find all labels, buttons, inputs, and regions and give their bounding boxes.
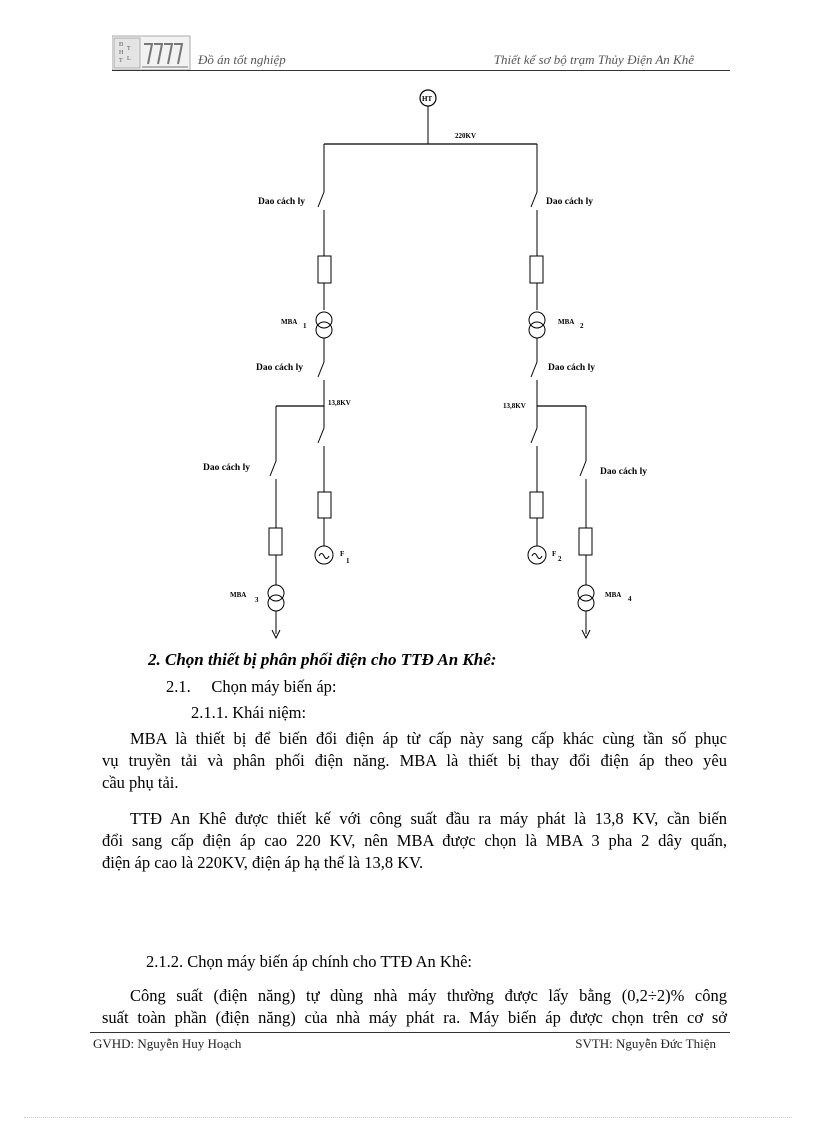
f2-label: F bbox=[552, 550, 557, 558]
disconnector-left-top bbox=[318, 192, 324, 207]
mba3-label: MBA bbox=[230, 591, 247, 599]
subsection-2-1: 2.1. Chọn máy biến áp: bbox=[166, 677, 337, 696]
generator-f1-feeder bbox=[315, 406, 333, 564]
paragraph-1-line-3: cầu phụ tải. bbox=[102, 773, 179, 792]
bus-220kv-label: 220KV bbox=[455, 132, 476, 140]
dcl-right-mid-label: Dao cách ly bbox=[548, 363, 595, 373]
section-heading: 2. Chọn thiết bị phân phối điện cho TTĐ An Khê: bbox=[148, 650, 497, 669]
mba2-label: MBA bbox=[558, 318, 575, 326]
paragraph-1-line-1: MBA là thiết bị để biến đổi điện áp từ cấp này sang cấp khác cùng tần số phục bbox=[130, 729, 727, 748]
ht-label: HT bbox=[422, 95, 433, 103]
bus-left-label: 13,8KV bbox=[328, 399, 351, 407]
footer-rule bbox=[90, 1032, 730, 1033]
dcl-right-top-label: Dao cách ly bbox=[546, 197, 593, 207]
transformer-mba1-w2 bbox=[316, 322, 332, 338]
mba2-sub: 2 bbox=[580, 322, 584, 330]
f1-label: F bbox=[340, 550, 345, 558]
transformer-mba2-w1 bbox=[529, 312, 545, 328]
transformer-mba1-w1 bbox=[316, 312, 332, 328]
transformer-mba2-w2 bbox=[529, 322, 545, 338]
dcl-left-low-label: Dao cách ly bbox=[203, 463, 250, 473]
paragraph-2-line-3: điện áp cao là 220KV, điện áp hạ thế là 13,8 KV. bbox=[102, 853, 424, 872]
mba4-sub: 4 bbox=[628, 595, 632, 603]
mba1-sub: 1 bbox=[303, 322, 307, 330]
f2-sub: 2 bbox=[558, 555, 562, 563]
dcl-left-top-label: Dao cách ly bbox=[258, 197, 305, 207]
header-rule bbox=[112, 70, 730, 71]
mba3-sub: 3 bbox=[255, 596, 259, 604]
left-feeder bbox=[316, 144, 332, 406]
mba1-label: MBA bbox=[281, 318, 298, 326]
mba4-label: MBA bbox=[605, 591, 622, 599]
subsection-2-1-2: 2.1.2. Chọn máy biến áp chính cho TTĐ An Khê: bbox=[146, 952, 472, 971]
dcl-left-mid-label: Dao cách ly bbox=[256, 363, 303, 373]
dcl-right-low-label: Dao cách ly bbox=[600, 467, 647, 477]
paragraph-3-line-1: Công suất (điện năng) tự dùng nhà máy thường được lấy bằng (0,2÷2)% công bbox=[130, 986, 727, 1005]
f1-sub: 1 bbox=[346, 557, 350, 565]
svg-text:L: L bbox=[127, 56, 131, 62]
disconnector-right-mid bbox=[531, 362, 537, 377]
paragraph-2-line-2: đổi sang cấp điện áp cao 220 KV, nên MBA được chọn là MBA 3 pha 2 dây quấn, bbox=[102, 831, 727, 850]
header-left-title: Đồ án tốt nghiệp bbox=[198, 52, 286, 67]
right-feeder bbox=[529, 144, 545, 406]
svg-text:H: H bbox=[119, 50, 124, 56]
paragraph-1-line-2: vụ truyền tải và phân phối điện năng. MBA là thiết bị thay đổi điện áp theo yêu bbox=[102, 751, 727, 770]
paragraph-2-line-1: TTĐ An Khê được thiết kế với công suất đầu ra máy phát là 13,8 KV, cần biến bbox=[130, 809, 727, 828]
disconnector-right-top bbox=[531, 192, 537, 207]
svg-text:Đ: Đ bbox=[119, 42, 124, 48]
footer-right: SVTH: Nguyễn Đức Thiện bbox=[575, 1036, 716, 1051]
bus-right-label: 13,8KV bbox=[503, 402, 526, 410]
generator-f2-feeder bbox=[528, 406, 546, 564]
mba4-feeder bbox=[578, 406, 594, 638]
svg-text:T: T bbox=[119, 58, 123, 64]
single-line-diagram bbox=[0, 80, 816, 650]
header-logo bbox=[112, 34, 192, 72]
page-bottom-dotted-rule bbox=[24, 1117, 792, 1118]
header-right-title: Thiết kế sơ bộ trạm Thủy Điện An Khê bbox=[493, 52, 694, 67]
mba3-feeder bbox=[268, 406, 284, 638]
svg-text:T: T bbox=[127, 46, 131, 52]
breaker-right-top bbox=[530, 256, 543, 283]
breaker-left-top bbox=[318, 256, 331, 283]
footer-left: GVHD: Nguyễn Huy Hoạch bbox=[93, 1036, 242, 1051]
disconnector-left-mid bbox=[318, 362, 324, 377]
subsection-2-1-1: 2.1.1. Khái niệm: bbox=[191, 703, 307, 722]
paragraph-3-line-2: suất toàn phần (điện năng) của nhà máy phát ra. Máy biến áp được chọn trên cơ sở bbox=[102, 1008, 727, 1027]
